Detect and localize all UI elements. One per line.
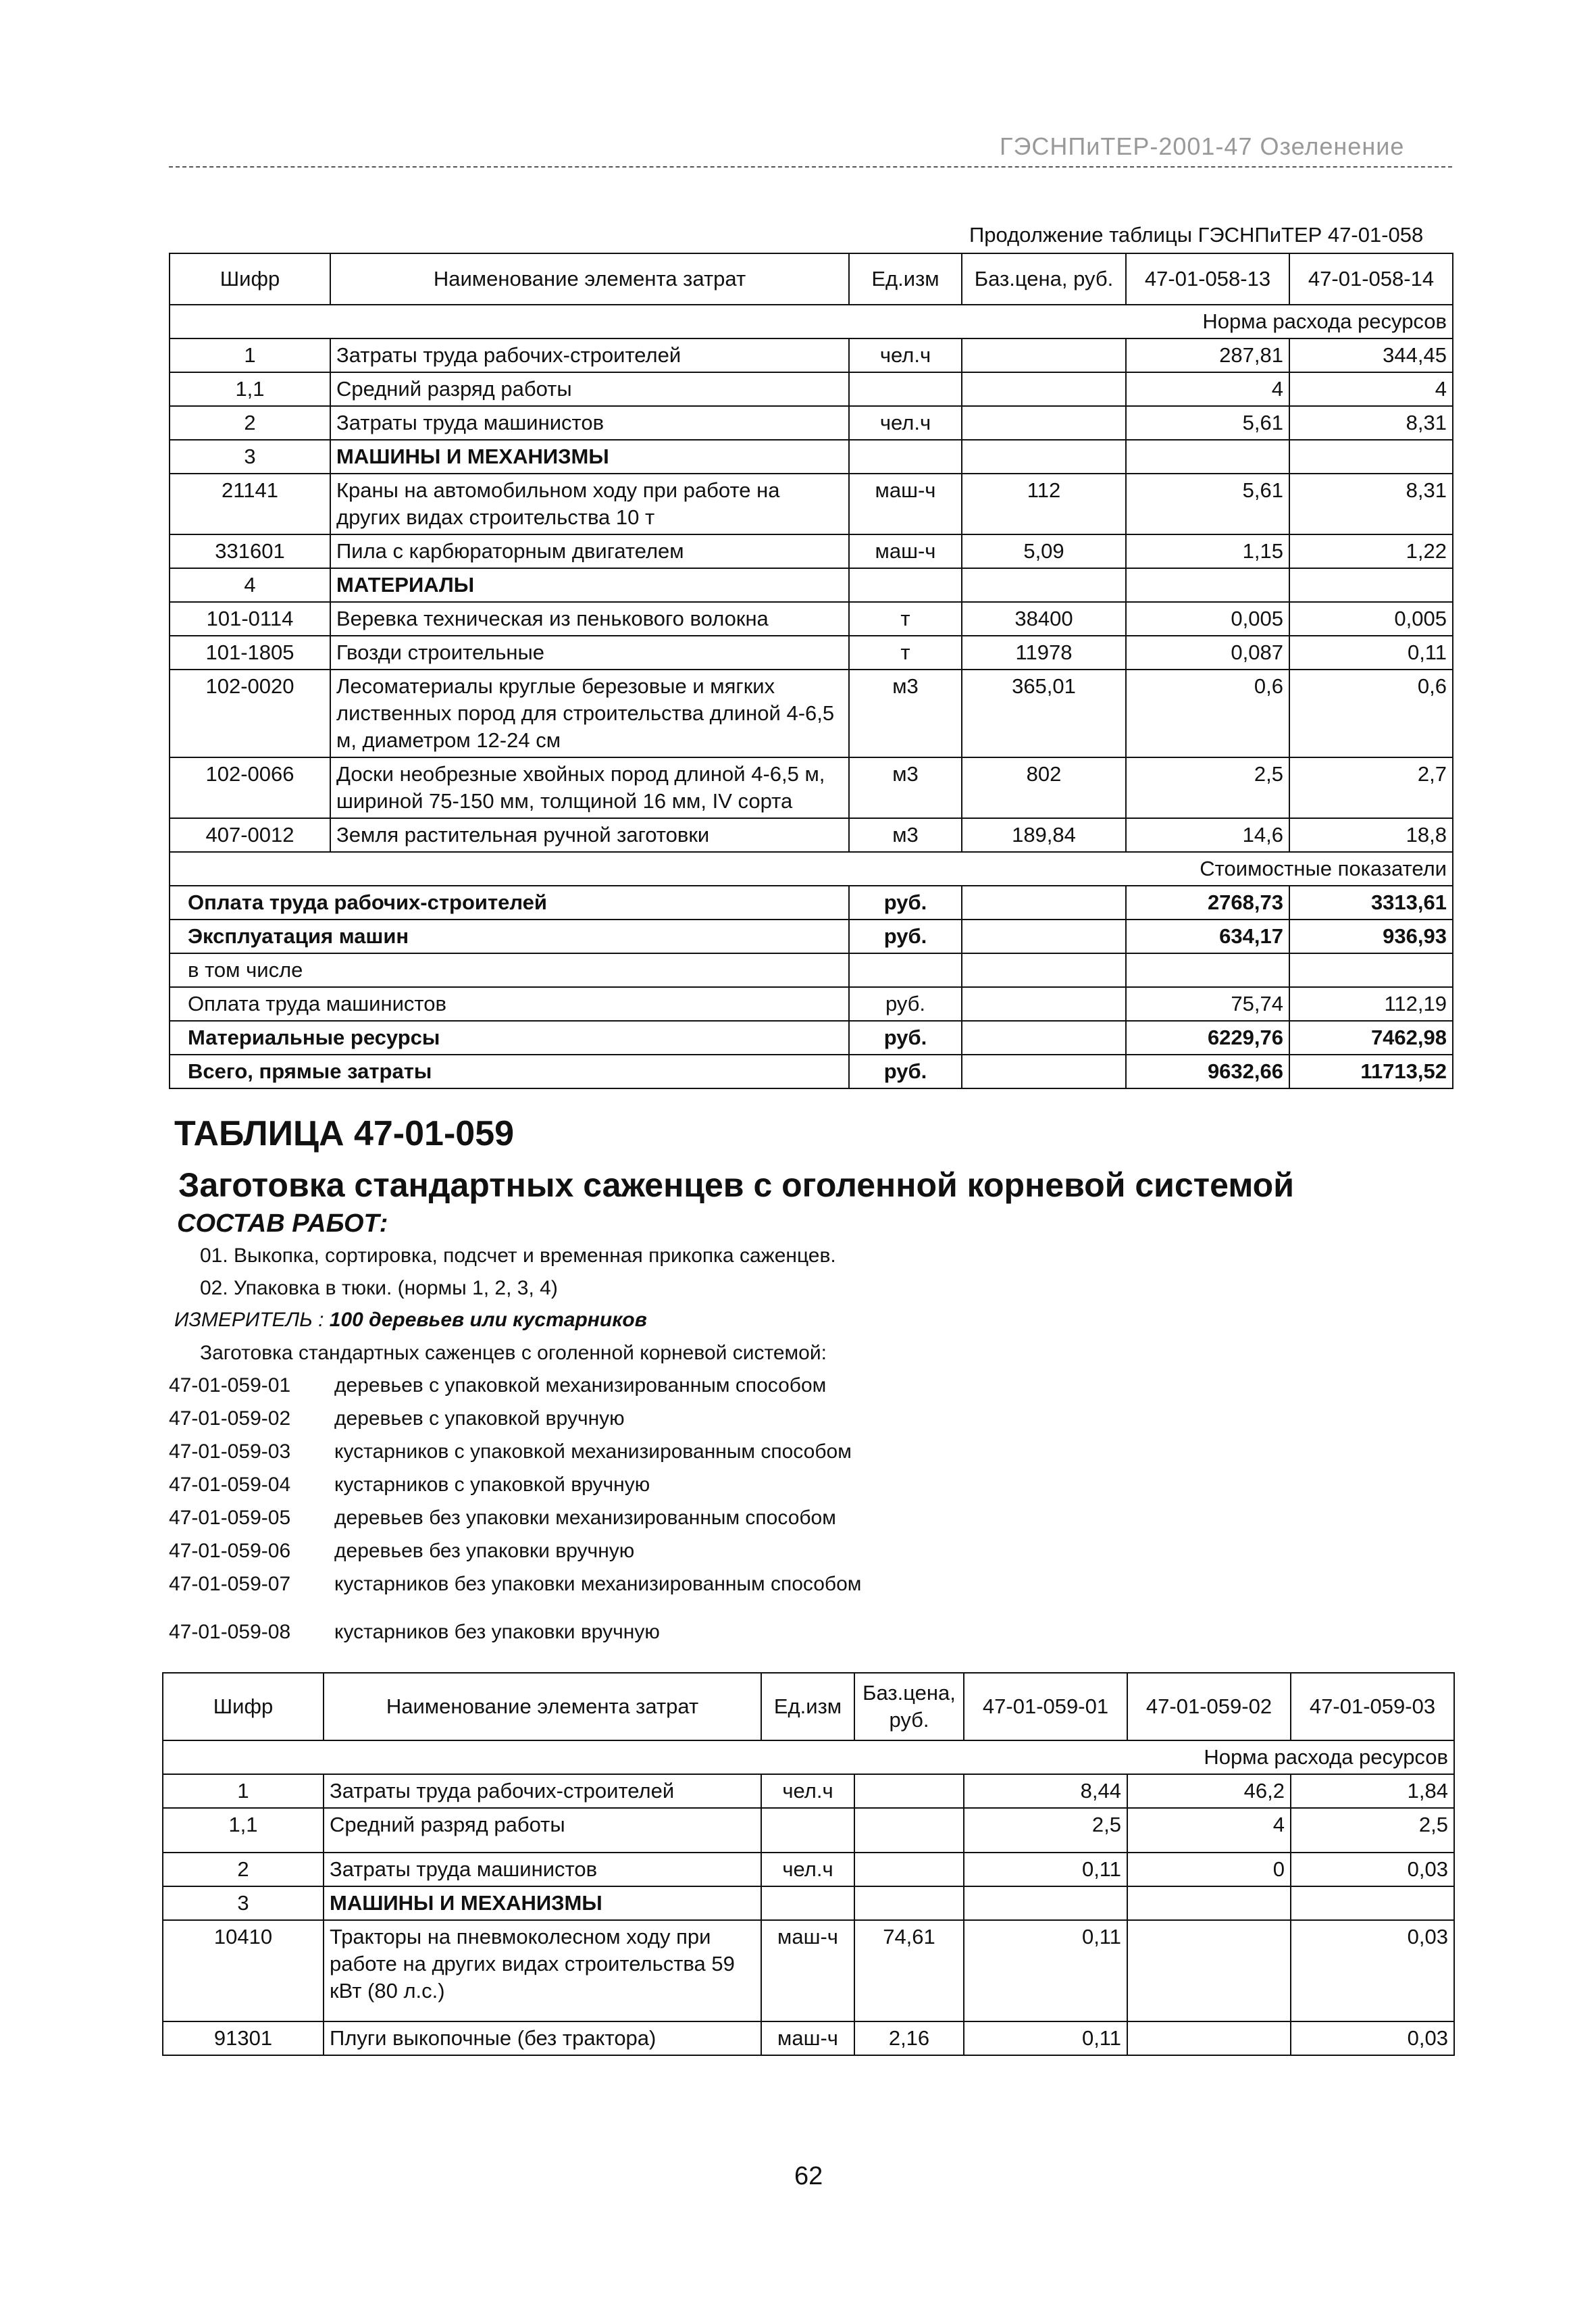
- cell-value: [1289, 440, 1453, 474]
- table-row: [170, 534, 1453, 568]
- cell-code: 3: [170, 440, 330, 474]
- cell-value: [1126, 440, 1289, 474]
- cost-body: [170, 886, 1453, 1088]
- cell-unit: [849, 953, 962, 987]
- code-id: 47-01-059-04: [169, 1474, 291, 1496]
- cell-code: 101-0114: [170, 602, 330, 636]
- cell-value: 1,84: [1291, 1774, 1454, 1808]
- table-row: [163, 2021, 1454, 2055]
- cell-price: [962, 406, 1126, 440]
- cell-code: 1,1: [163, 1808, 324, 1853]
- cell-name: Всего, прямые затраты: [170, 1055, 849, 1088]
- cell-value: 0,005: [1126, 602, 1289, 636]
- cell-unit: [849, 372, 962, 406]
- measure-value: 100 деревьев или кустарников: [329, 1309, 647, 1331]
- code-list-item: [169, 1540, 634, 1563]
- cell-value: 0,005: [1289, 602, 1453, 636]
- cell-price: 365,01: [962, 670, 1126, 757]
- cell-name: Пила с карбюраторным двигателем: [330, 534, 849, 568]
- table-row: [163, 1853, 1454, 1886]
- cell-unit: [849, 440, 962, 474]
- cell-name: Оплата труда машинистов: [170, 987, 849, 1021]
- cell-price: [962, 1055, 1126, 1088]
- cell-value: 5,61: [1126, 474, 1289, 534]
- cell-unit: руб.: [849, 1021, 962, 1055]
- running-header: ГЭСНПиТЕР-2001-47 Озеленение: [1000, 132, 1405, 160]
- cell-value: 2,5: [1291, 1808, 1454, 1853]
- cell-price: [854, 1853, 964, 1886]
- cell-price: 74,61: [854, 1920, 964, 2021]
- cell-price: [854, 1886, 964, 1920]
- page-number: 62: [794, 2162, 823, 2190]
- cell-value: [1289, 953, 1453, 987]
- cell-value: 0,6: [1289, 670, 1453, 757]
- cost-row: [170, 953, 1453, 987]
- code-description: кустарников с упаковкой механизированным способом: [334, 1440, 852, 1463]
- cell-value: 18,8: [1289, 818, 1453, 852]
- cell-value: 0,03: [1291, 1920, 1454, 2021]
- cell-price: [962, 568, 1126, 602]
- work-item: 01. Выкопка, сортировка, подсчет и временная прикопка саженцев.: [200, 1244, 836, 1267]
- cell-value: [1289, 568, 1453, 602]
- cell-unit: чел.ч: [849, 406, 962, 440]
- code-list-item: [169, 1474, 650, 1496]
- column-header: Наименование элемента затрат: [330, 253, 849, 305]
- column-header: 47-01-059-02: [1127, 1673, 1291, 1740]
- cell-name: Доски необрезные хвойных пород длиной 4-6,5 м, шириной 75-150 мм, толщиной 16 мм, IV сорта: [330, 757, 849, 818]
- cell-unit: чел.ч: [849, 338, 962, 372]
- cell-price: 802: [962, 757, 1126, 818]
- cell-code: 1: [163, 1774, 324, 1808]
- cost-row: [170, 1021, 1453, 1055]
- table-header-row: [163, 1673, 1454, 1740]
- code-list-item: [169, 1621, 660, 1644]
- cell-code: 4: [170, 568, 330, 602]
- cell-value: 4: [1289, 372, 1453, 406]
- cell-price: [962, 987, 1126, 1021]
- cell-code: 91301: [163, 2021, 324, 2055]
- cell-name: Веревка техническая из пенькового волокна: [330, 602, 849, 636]
- table-row: [163, 1886, 1454, 1920]
- column-header: 47-01-058-13: [1126, 253, 1289, 305]
- cell-unit: руб.: [849, 886, 962, 920]
- table-row: [163, 1920, 1454, 2021]
- cell-value: [1127, 1886, 1291, 1920]
- cell-value: 634,17: [1126, 920, 1289, 953]
- table-title: ТАБЛИЦА 47-01-059: [174, 1114, 515, 1153]
- cell-unit: маш-ч: [849, 534, 962, 568]
- cell-name: Краны на автомобильном ходу при работе на других видах строительства 10 т: [330, 474, 849, 534]
- cost-row: [170, 920, 1453, 953]
- cell-value: 0: [1127, 1853, 1291, 1886]
- norm-header: Норма расхода ресурсов: [163, 1740, 1454, 1774]
- code-description: кустарников без упаковки вручную: [334, 1621, 660, 1643]
- cell-value: 1,22: [1289, 534, 1453, 568]
- table-row: [170, 440, 1453, 474]
- table-row: [170, 372, 1453, 406]
- cell-name: Плуги выкопочные (без трактора): [324, 2021, 761, 2055]
- table-body: [170, 338, 1453, 852]
- code-description: деревьев без упаковки механизированным способом: [334, 1507, 836, 1529]
- cell-price: 11978: [962, 636, 1126, 670]
- cell-price: 112: [962, 474, 1126, 534]
- cell-value: 1,15: [1126, 534, 1289, 568]
- cell-value: 2768,73: [1126, 886, 1289, 920]
- column-header: Баз.цена, руб.: [962, 253, 1126, 305]
- cell-unit: маш-ч: [849, 474, 962, 534]
- cell-value: 2,5: [964, 1808, 1127, 1853]
- column-header: Шифр: [163, 1673, 324, 1740]
- cell-unit: м3: [849, 818, 962, 852]
- cell-unit: т: [849, 636, 962, 670]
- column-header: Наименование элемента затрат: [324, 1673, 761, 1740]
- cell-value: [1127, 1920, 1291, 2021]
- table-row: [170, 406, 1453, 440]
- cell-price: [962, 953, 1126, 987]
- cell-unit: чел.ч: [761, 1853, 854, 1886]
- column-header: Ед.изм: [849, 253, 962, 305]
- code-description: деревьев с упаковкой вручную: [334, 1407, 625, 1430]
- cell-unit: [849, 568, 962, 602]
- cell-name: МАТЕРИАЛЫ: [330, 568, 849, 602]
- cost-row: [170, 886, 1453, 920]
- cell-name: Затраты труда машинистов: [330, 406, 849, 440]
- cell-price: 38400: [962, 602, 1126, 636]
- norm-header-row: [163, 1740, 1454, 1774]
- table-row: [170, 568, 1453, 602]
- cell-value: 3313,61: [1289, 886, 1453, 920]
- cell-price: 5,09: [962, 534, 1126, 568]
- cell-unit: [761, 1886, 854, 1920]
- cell-value: 936,93: [1289, 920, 1453, 953]
- resource-table-47-01-058: [169, 253, 1453, 1089]
- code-description: деревьев с упаковкой механизированным способом: [334, 1374, 827, 1397]
- cell-value: 0,6: [1126, 670, 1289, 757]
- column-header: Ед.изм: [761, 1673, 854, 1740]
- table-row: [170, 670, 1453, 757]
- cell-price: [854, 1774, 964, 1808]
- norm-header-row: [170, 305, 1453, 338]
- cell-value: 0,03: [1291, 1853, 1454, 1886]
- work-item: 02. Упаковка в тюки. (нормы 1, 2, 3, 4): [200, 1277, 558, 1299]
- table-row: [170, 818, 1453, 852]
- cell-unit: м3: [849, 757, 962, 818]
- cell-value: [1126, 568, 1289, 602]
- cell-unit: руб.: [849, 1055, 962, 1088]
- cell-unit: руб.: [849, 920, 962, 953]
- table-row: [170, 636, 1453, 670]
- cell-price: [854, 1808, 964, 1853]
- code-description: кустарников с упаковкой вручную: [334, 1474, 650, 1496]
- cell-name: Материальные ресурсы: [170, 1021, 849, 1055]
- cell-name: Гвозди строительные: [330, 636, 849, 670]
- table-body: [163, 1774, 1454, 2055]
- table-continuation-note: Продолжение таблицы ГЭСНПиТЕР 47-01-058: [969, 223, 1424, 247]
- cell-price: [962, 440, 1126, 474]
- cell-price: [962, 372, 1126, 406]
- code-id: 47-01-059-02: [169, 1407, 291, 1430]
- cell-value: 8,31: [1289, 406, 1453, 440]
- table-row: [170, 338, 1453, 372]
- cell-value: 2,5: [1126, 757, 1289, 818]
- cell-value: 9632,66: [1126, 1055, 1289, 1088]
- cell-value: 0,11: [1289, 636, 1453, 670]
- cell-code: 1: [170, 338, 330, 372]
- cell-name: Затраты труда рабочих-строителей: [324, 1774, 761, 1808]
- cell-value: 0,11: [964, 2021, 1127, 2055]
- cell-value: 0,03: [1291, 2021, 1454, 2055]
- table-row: [170, 474, 1453, 534]
- cell-code: 10410: [163, 1920, 324, 2021]
- code-description: кустарников без упаковки механизированным способом: [334, 1573, 862, 1595]
- cell-value: 46,2: [1127, 1774, 1291, 1808]
- cell-unit: т: [849, 602, 962, 636]
- table-row: [170, 757, 1453, 818]
- cell-value: 287,81: [1126, 338, 1289, 372]
- cell-code: 102-0066: [170, 757, 330, 818]
- cell-value: 6229,76: [1126, 1021, 1289, 1055]
- cell-value: 344,45: [1289, 338, 1453, 372]
- cell-price: 189,84: [962, 818, 1126, 852]
- cell-name: Затраты труда машинистов: [324, 1853, 761, 1886]
- table-header-row: [170, 253, 1453, 305]
- table-name: Заготовка стандартных саженцев с оголенной корневой системой: [178, 1166, 1294, 1204]
- cell-value: 0,11: [964, 1920, 1127, 2021]
- code-list-item: [169, 1507, 836, 1530]
- code-id: 47-01-059-03: [169, 1440, 291, 1463]
- cell-code: 2: [163, 1853, 324, 1886]
- cell-code: 331601: [170, 534, 330, 568]
- cell-name: МАШИНЫ И МЕХАНИЗМЫ: [324, 1886, 761, 1920]
- cell-unit: чел.ч: [761, 1774, 854, 1808]
- cell-name: Средний разряд работы: [330, 372, 849, 406]
- cost-header: Стоимостные показатели: [170, 852, 1453, 886]
- cost-header-row: [170, 852, 1453, 886]
- code-list-item: [169, 1407, 625, 1430]
- cost-row: [170, 987, 1453, 1021]
- code-list-item: [169, 1440, 852, 1463]
- code-id: 47-01-059-05: [169, 1507, 291, 1529]
- cell-code: 3: [163, 1886, 324, 1920]
- cell-name: Эксплуатация машин: [170, 920, 849, 953]
- cell-code: 101-1805: [170, 636, 330, 670]
- cell-name: Затраты труда рабочих-строителей: [330, 338, 849, 372]
- cell-name: Средний разряд работы: [324, 1808, 761, 1853]
- cell-code: 407-0012: [170, 818, 330, 852]
- cell-price: [962, 920, 1126, 953]
- cell-value: 112,19: [1289, 987, 1453, 1021]
- cell-unit: [761, 1808, 854, 1853]
- cell-value: 4: [1126, 372, 1289, 406]
- table-row: [170, 602, 1453, 636]
- cell-value: 8,44: [964, 1774, 1127, 1808]
- code-id: 47-01-059-08: [169, 1621, 291, 1643]
- code-id: 47-01-059-01: [169, 1374, 291, 1397]
- cell-value: 0,11: [964, 1853, 1127, 1886]
- cell-code: 21141: [170, 474, 330, 534]
- cost-row: [170, 1055, 1453, 1088]
- cell-value: 8,31: [1289, 474, 1453, 534]
- cell-value: 75,74: [1126, 987, 1289, 1021]
- cell-value: [1291, 1886, 1454, 1920]
- cell-value: 11713,52: [1289, 1055, 1453, 1088]
- cell-value: 4: [1127, 1808, 1291, 1853]
- cell-name: Оплата труда рабочих-строителей: [170, 886, 849, 920]
- cell-unit: м3: [849, 670, 962, 757]
- cell-value: [964, 1886, 1127, 1920]
- column-header: 47-01-058-14: [1289, 253, 1453, 305]
- cell-price: [962, 886, 1126, 920]
- cell-name: Лесоматериалы круглые березовые и мягких лиственных пород для строительства длиной 4-6,5 м, диаметром 12-24 см: [330, 670, 849, 757]
- cell-value: [1126, 953, 1289, 987]
- cell-value: 14,6: [1126, 818, 1289, 852]
- resource-table-47-01-059: [162, 1672, 1455, 2056]
- column-header: 47-01-059-01: [964, 1673, 1127, 1740]
- code-list-item: [169, 1374, 826, 1397]
- table-row: [163, 1808, 1454, 1853]
- cell-code: 2: [170, 406, 330, 440]
- cell-value: 0,087: [1126, 636, 1289, 670]
- cell-value: 7462,98: [1289, 1021, 1453, 1055]
- cell-value: 5,61: [1126, 406, 1289, 440]
- measure-label: ИЗМЕРИТЕЛЬ :: [174, 1309, 324, 1331]
- column-header: Шифр: [170, 253, 330, 305]
- cell-value: 2,7: [1289, 757, 1453, 818]
- cell-price: 2,16: [854, 2021, 964, 2055]
- cell-name: МАШИНЫ И МЕХАНИЗМЫ: [330, 440, 849, 474]
- cell-code: 1,1: [170, 372, 330, 406]
- cell-price: [962, 1021, 1126, 1055]
- code-id: 47-01-059-06: [169, 1540, 291, 1562]
- measure-line: [174, 1309, 647, 1332]
- code-list-item: [169, 1573, 861, 1596]
- cell-unit: маш-ч: [761, 2021, 854, 2055]
- cell-value: [1127, 2021, 1291, 2055]
- cell-code: 102-0020: [170, 670, 330, 757]
- code-id: 47-01-059-07: [169, 1573, 291, 1595]
- cell-price: [962, 338, 1126, 372]
- column-header: Баз.цена, руб.: [854, 1673, 964, 1740]
- cell-name: Тракторы на пневмоколесном ходу при работе на других видах строительства 59 кВт (80 л.с.): [324, 1920, 761, 2021]
- codes-intro: Заготовка стандартных саженцев с оголенной корневой системой:: [200, 1342, 827, 1364]
- cell-name: Земля растительная ручной заготовки: [330, 818, 849, 852]
- norm-header: Норма расхода ресурсов: [170, 305, 1453, 338]
- work-composition-title: СОСТАВ РАБОТ:: [177, 1209, 388, 1238]
- code-description: деревьев без упаковки вручную: [334, 1540, 635, 1562]
- column-header: 47-01-059-03: [1291, 1673, 1454, 1740]
- cell-unit: маш-ч: [761, 1920, 854, 2021]
- table-row: [163, 1774, 1454, 1808]
- cell-unit: руб.: [849, 987, 962, 1021]
- cell-name: в том числе: [170, 953, 849, 987]
- header-divider: [169, 166, 1452, 168]
